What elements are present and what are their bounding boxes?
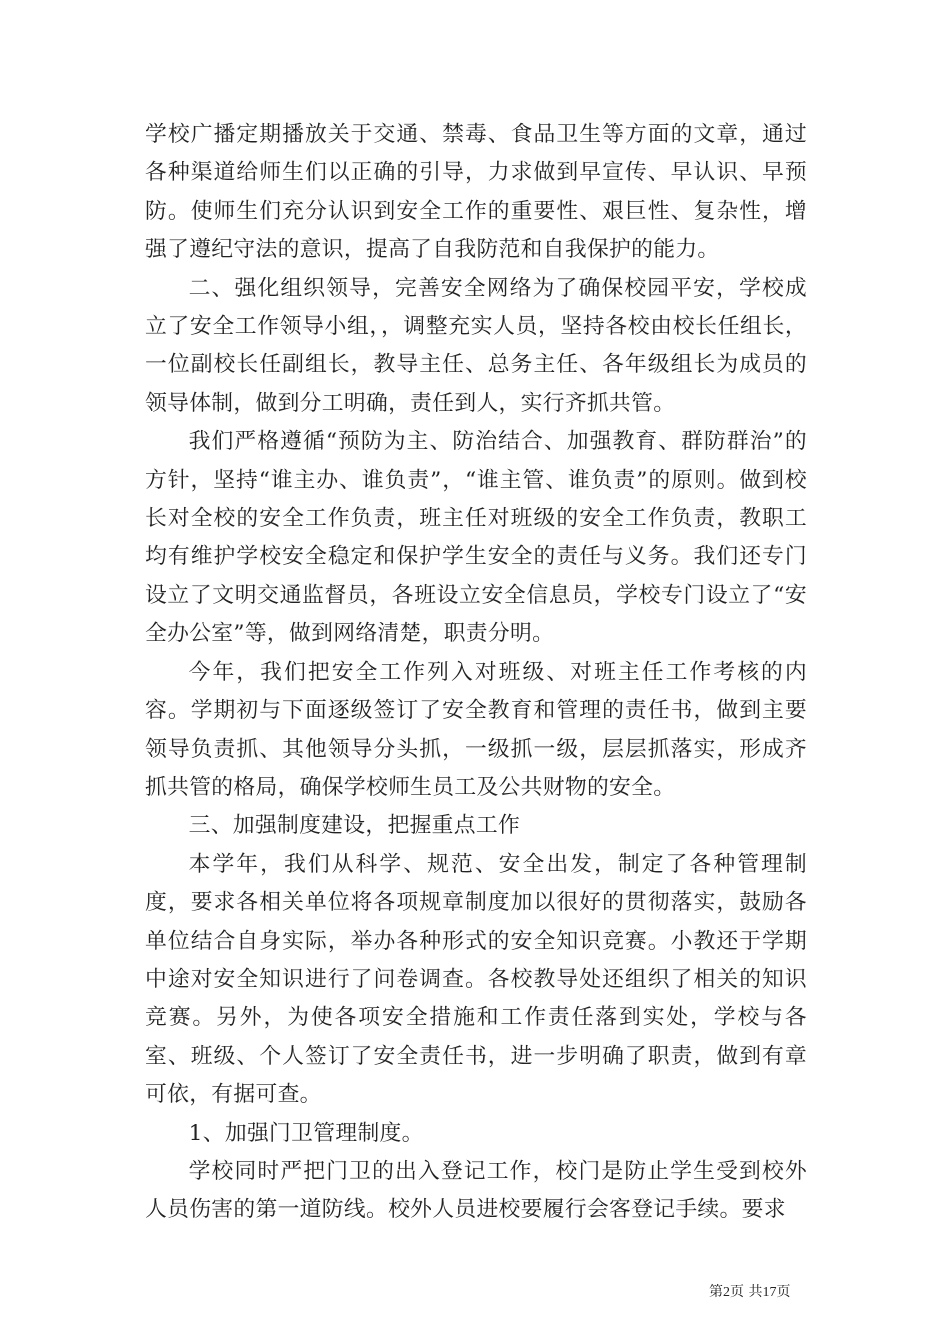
paragraph-2: 二、强化组织领导，完善安全网络为了确保校园平安，学校成立了安全工作领导小组，，调整充实人员，坚持各校由校长任组长，一位副校长任副组长，教导主任、总务主任、各年级组长为成员的领导体制，做到分工明确，责任到人，实行齐抓共管。	[145, 275, 807, 416]
current-page-number: 2	[723, 1285, 730, 1300]
section-heading-3: 三、加强制度建设，把握重点工作	[188, 813, 521, 839]
subheading-1: 1、加强门卫管理制度。	[188, 1120, 424, 1146]
footer-middle: 页 共	[730, 1284, 763, 1300]
paragraph-1: 学校广播定期播放关于交通、禁毒、食品卫生等方面的文章，通过各种渠道给师生们以正确的引导，力求做到早宣传、早认识、早预防。使师生们充分认识到安全工作的重要性、艰巨性、复杂性，增强了遵纪守法的意识，提高了自我防范和自我保护的能力。	[145, 122, 807, 263]
body-text	[145, 116, 807, 1230]
total-pages-number: 17	[762, 1285, 777, 1300]
paragraph-3: 我们严格遵循“预防为主、防治结合、加强教育、群防群治”的方针，坚持“谁主办、谁负责”，“谁主管、谁负责”的原则。做到校长对全校的安全工作负责，班主任对班级的安全工作负责，教职工均有维护学校安全稳定和保护学生安全的责任与义务。我们还专门设立了文明交通监督员，各班设立安全信息员，学校专门设立了“安全办公室”等，做到网络清楚，职责分明。	[145, 429, 807, 647]
paragraph-5: 本学年，我们从科学、规范、安全出发，制定了各种管理制度，要求各相关单位将各项规章制度加以很好的贯彻落实，鼓励各单位结合自身实际，举办各种形式的安全知识竞赛。小教还于学期中途对安全知识进行了问卷调查。各校教导处还组织了相关的知识竞赛。另外，为使各项安全措施和工作责任落到实处，学校与各室、班级、个人签订了安全责任书，进一步明确了职责，做到有章可依，有据可查。	[145, 851, 807, 1108]
footer-suffix: 页	[776, 1284, 791, 1300]
footer-prefix: 第	[709, 1284, 723, 1300]
page-footer	[709, 1281, 790, 1301]
paragraph-4: 今年，我们把安全工作列入对班级、对班主任工作考核的内容。学期初与下面逐级签订了安全教育和管理的责任书，做到主要领导负责抓、其他领导分头抓，一级抓一级，层层抓落实，形成齐抓共管的格局，确保学校师生员工及公共财物的安全。	[145, 659, 807, 800]
paragraph-6: 学校同时严把门卫的出入登记工作，校门是防止学生受到校外人员伤害的第一道防线。校外人员进校要履行会客登记手续。要求	[145, 1158, 807, 1223]
